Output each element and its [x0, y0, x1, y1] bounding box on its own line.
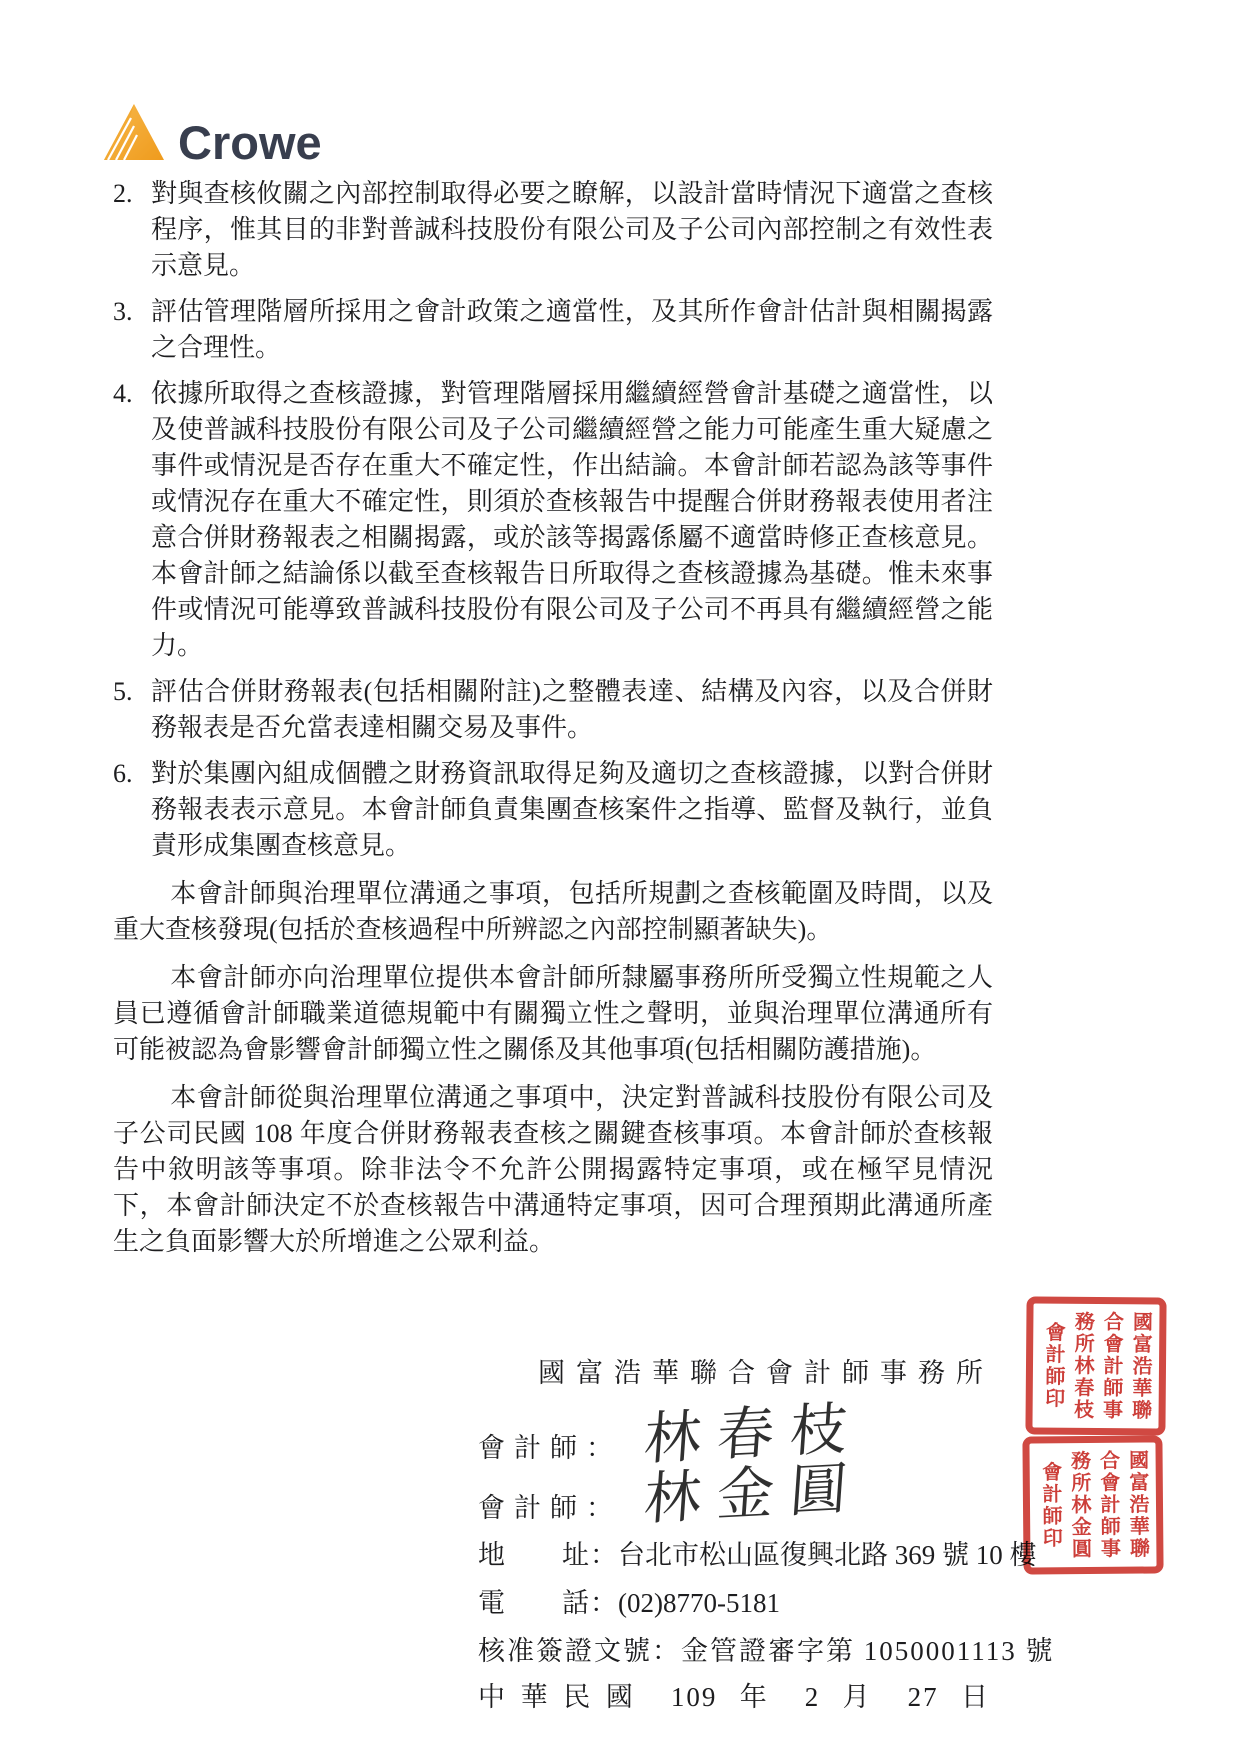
- list-item-text: 評估合併財務報表(包括相關附註)之整體表達、結構及內容，以及合併財務報表是否允當表達相關交易及事件。: [151, 677, 993, 742]
- approval-label: 核准簽證文號：: [478, 1636, 681, 1666]
- crowe-wordmark: Crowe: [178, 116, 322, 169]
- list-item-text: 依據所取得之查核證據，對管理階層採用繼續經營會計基礎之適當性，以及使普誠科技股份有限公司及子公司繼續經營之能力可能產生重大疑慮之事件或情況是否存在重大不確定性，作出結論。本會計師若認為該等事件或情況存在重大不確定性，則須於查核報告中提醒合併財務報表使用者注意合併財務報表之相關揭露，或於該等揭露係屬不適當時修正查核意見。本會計師之結論係以截至查核報告日所取得之查核證據為基礎。惟未來事件或情況可能導致普誠科技股份有限公司及子公司不再具有繼續經營之能力。: [151, 379, 993, 660]
- address-row: [478, 1538, 1037, 1572]
- cpa-label: 會計師：: [478, 1493, 622, 1523]
- phone-label: 電 話：: [478, 1588, 618, 1618]
- list-item: [113, 756, 993, 864]
- list-item-number: 2.: [113, 179, 133, 208]
- list-item: [113, 176, 993, 284]
- list-item-number: 6.: [113, 759, 133, 788]
- governance-communication-paragraph: 本會計師與治理單位溝通之事項，包括所規劃之查核範圍及時間，以及重大查核發現(包括於查核過程中所辨認之內部控制顯著缺失)。: [113, 879, 993, 944]
- date-row: [478, 1680, 990, 1714]
- crowe-logo: [98, 102, 322, 169]
- list-item-number: 4.: [113, 379, 133, 408]
- list-item: [113, 674, 993, 746]
- cpa-seal-text-2: 國富浩華聯合會計師事務所林金圓會計師印: [1038, 1449, 1149, 1561]
- cpa-seal-text-1: 國富浩華聯合會計師事務所林春枝會計師印: [1041, 1310, 1152, 1422]
- cpa-signature-row-2: [478, 1457, 866, 1532]
- list-item: [113, 294, 993, 366]
- cpa-handwritten-signature-2: 林金圓: [641, 1457, 866, 1532]
- list-item-text: 評估管理階層所採用之會計政策之適當性，及其所作會計估計與相關揭露之合理性。: [151, 297, 993, 362]
- independence-statement-paragraph: 本會計師亦向治理單位提供本會計師所隸屬事務所所受獨立性規範之人員已遵循會計師職業道德規範中有關獨立性之聲明，並與治理單位溝通所有可能被認為會影響會計師獨立性之關係及其他事項(包括相關防護措施)。: [113, 963, 993, 1064]
- approval-value: 金管證審字第 1050001113 號: [681, 1636, 1055, 1666]
- auditor-responsibility-list: [113, 176, 993, 864]
- cpa-handwritten-signature-1: 林春枝: [641, 1397, 866, 1472]
- phone-value: (02)8770-5181: [618, 1588, 780, 1618]
- cpa-signature-row-1: [478, 1397, 866, 1472]
- list-item-number: 5.: [113, 677, 133, 706]
- list-item: [113, 376, 993, 664]
- cpa-seal-stamp-1: [1025, 1296, 1166, 1435]
- firm-name: 國富浩華聯合會計師事務所: [538, 1358, 994, 1388]
- list-item-number: 3.: [113, 297, 133, 326]
- crowe-triangle-icon: [98, 102, 166, 162]
- address-label: 地 址：: [478, 1540, 618, 1570]
- list-item-text: 對與查核攸關之內部控制取得必要之瞭解，以設計當時情況下適當之查核程序，惟其目的非對普誠科技股份有限公司及子公司內部控制之有效性表示意見。: [151, 179, 993, 280]
- phone-row: [478, 1586, 780, 1620]
- approval-number-row: [478, 1634, 1055, 1668]
- address-value: 台北市松山區復興北路 369 號 10 樓: [618, 1540, 1037, 1570]
- cpa-label: 會計師：: [478, 1433, 622, 1463]
- cpa-seal-stamp-2: [1022, 1435, 1163, 1574]
- report-body: [113, 176, 993, 1270]
- roc-date: 中華民國 109 年 2 月 27 日: [478, 1682, 990, 1712]
- key-audit-matters-paragraph: 本會計師從與治理單位溝通之事項中，決定對普誠科技股份有限公司及子公司民國 108 年度合併財務報表查核之關鍵查核事項。本會計師於查核報告中敘明該等事項。除非法令不允許公開揭露特定事項，或在極罕見情況下，本會計師決定不於查核報告中溝通特定事項，因可合理預期此溝通所產生之負面影響大於所增進之公眾利益。: [113, 1083, 993, 1256]
- list-item-text: 對於集團內組成個體之財務資訊取得足夠及適切之查核證據，以對合併財務報表表示意見。本會計師負責集團查核案件之指導、監督及執行，並負責形成集團查核意見。: [151, 759, 993, 860]
